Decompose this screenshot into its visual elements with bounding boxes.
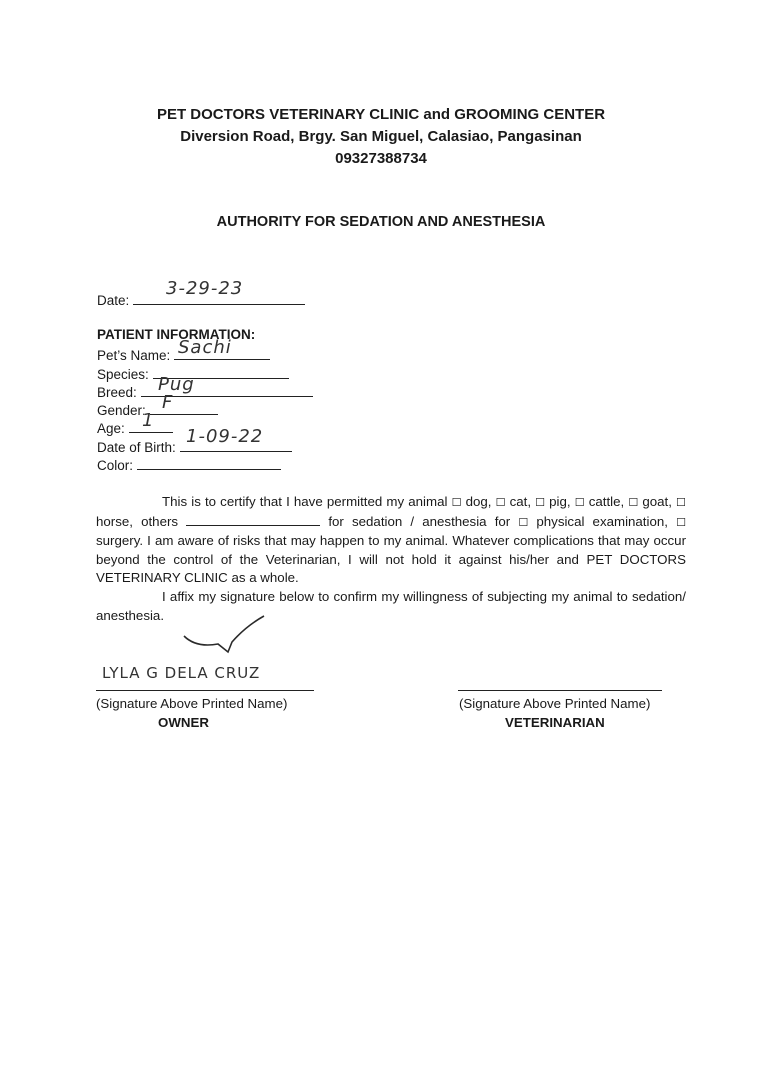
date-label: Date: [97, 293, 130, 308]
others-line [186, 513, 320, 526]
form-title: AUTHORITY FOR SEDATION AND ANESTHESIA [216, 214, 546, 230]
certification-text [96, 493, 686, 625]
option-horse-others: horse, others [96, 513, 179, 529]
gender-value: F [162, 392, 174, 413]
option-dog: dog, [465, 494, 492, 509]
vet-signature-line [458, 690, 662, 691]
gender-row [97, 400, 218, 418]
checkbox-physical-exam[interactable]: ☐ [518, 516, 529, 529]
breed-row [97, 382, 313, 400]
checkbox-pig[interactable]: ☐ [535, 497, 546, 509]
age-value: 1 [142, 410, 155, 431]
date-value: 3-29-23 [166, 278, 244, 299]
checkbox-surgery[interactable]: ☐ [676, 516, 686, 529]
affix-statement: I affix my signature below to confirm my willingness of subjecting my animal to sedation/ anesthesia. [96, 588, 686, 623]
vet-role: VETERINARIAN [505, 715, 605, 730]
clinic-address: Diversion Road, Brgy. San Miguel, Calasiao, Pangasinan [180, 128, 582, 145]
checkbox-cattle[interactable]: ☐ [574, 497, 585, 509]
checkbox-dog[interactable]: ☐ [451, 497, 462, 509]
owner-role: OWNER [158, 715, 209, 730]
gender-line [150, 400, 218, 415]
option-cat: cat, [509, 494, 532, 509]
breed-label: Breed: [97, 385, 137, 400]
cert-intro: This is to certify that I have permitted my animal [162, 494, 448, 509]
age-label: Age: [97, 421, 125, 436]
option-goat: goat, [642, 494, 672, 509]
color-label: Color: [97, 458, 134, 473]
checkbox-cat[interactable]: ☐ [495, 497, 506, 509]
species-label: Species: [97, 367, 149, 382]
clinic-phone: 09327388734 [335, 150, 427, 167]
breed-value: Pug [158, 374, 195, 395]
color-line [137, 455, 281, 470]
checkbox-horse[interactable]: ☐ [676, 497, 686, 509]
color-row [97, 455, 281, 473]
pet-name-value: Sachi [178, 337, 232, 358]
owner-signature-line [96, 690, 314, 691]
option-surgery: surgery. [96, 533, 144, 549]
cert-purpose: for sedation / anesthesia for [328, 513, 511, 529]
option-physical-exam: physical examination, [536, 513, 668, 529]
cert-risk-statement: I am aware of risks that may happen to my animal. Whatever complications that may occur beyond the control of the Veterinarian, I will not hold it against his/her and PET DOCTORS VETERINARY CLINIC as a whole. [96, 533, 686, 586]
dob-value: 1-09-22 [186, 426, 264, 447]
age-row [97, 418, 173, 436]
option-cattle: cattle, [588, 494, 625, 509]
owner-signature-mark [182, 612, 268, 662]
clinic-name: PET DOCTORS VETERINARY CLINIC and GROOMING CENTER [156, 106, 606, 123]
owner-signature-caption: (Signature Above Printed Name) [96, 696, 288, 711]
pet-name-label: Pet’s Name: [97, 348, 171, 363]
gender-label: Gender: [97, 403, 146, 418]
option-pig: pig, [549, 494, 571, 509]
checkbox-goat[interactable]: ☐ [628, 497, 639, 509]
dob-label: Date of Birth: [97, 440, 176, 455]
patient-heading: PATIENT INFORMATION: [97, 327, 256, 342]
owner-printed-name: LYLA G DELA CRUZ [102, 664, 261, 682]
vet-signature-caption: (Signature Above Printed Name) [459, 696, 651, 711]
